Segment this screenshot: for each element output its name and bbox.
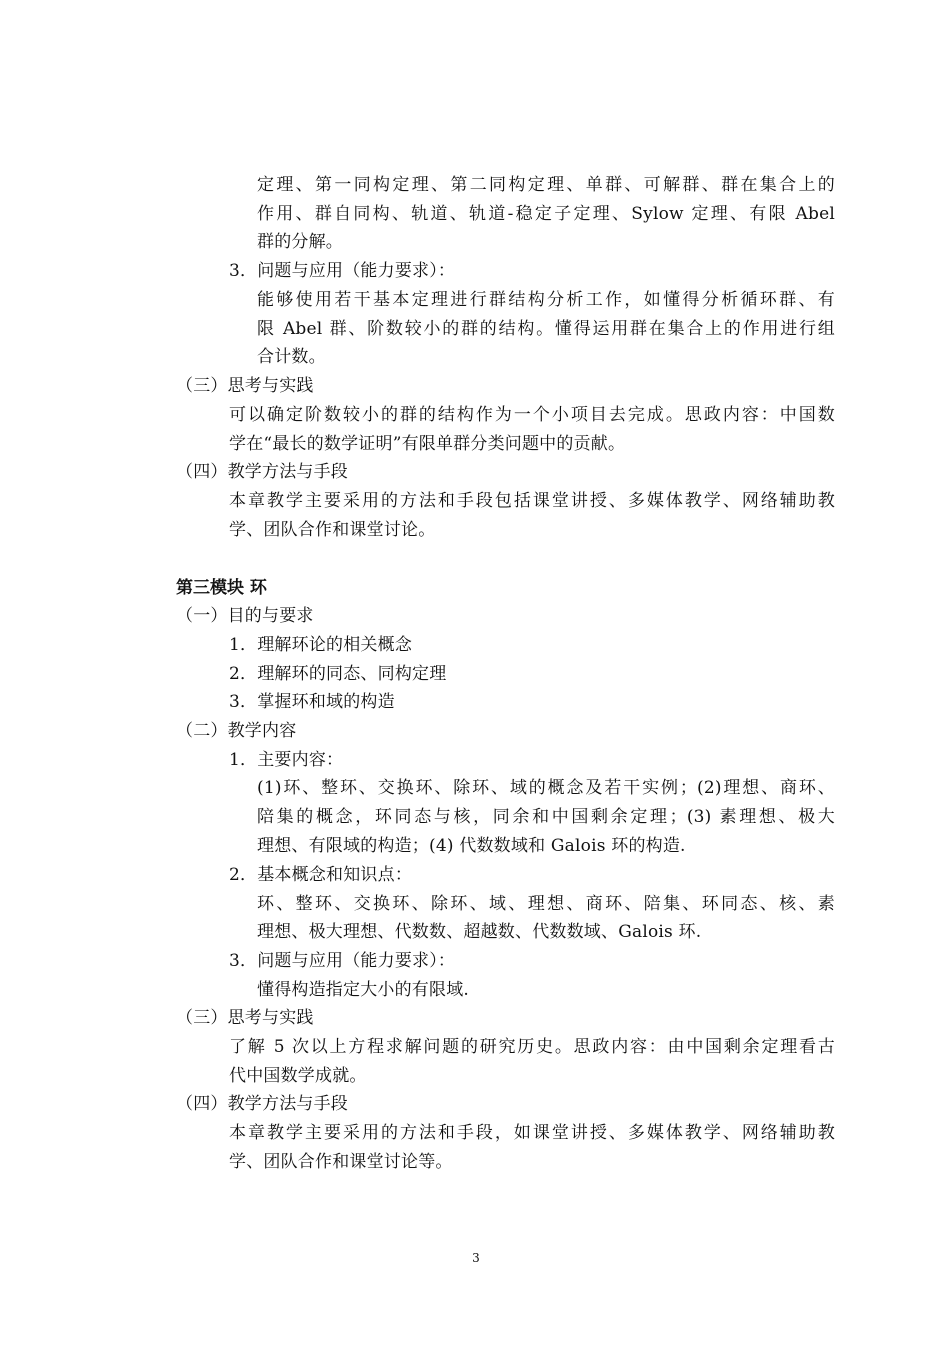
module2-item3-line-3: 合计数。 xyxy=(257,347,326,367)
module3-item2-line-2: 理想、极大理想、代数数、超越数、代数数域、Galois 环. xyxy=(257,922,702,942)
module3-heading: 第三模块 环 xyxy=(176,578,267,598)
module3-section3-line-2: 代中国数学成就。 xyxy=(229,1066,367,1086)
module2-item3-line-1: 能够使用若干基本定理进行群结构分析工作，如懂得分析循环群、有 xyxy=(257,290,835,310)
module2-content-line-3: 群的分解。 xyxy=(257,232,343,252)
module2-section3-line-2: 学在“最长的数学证明”有限单群分类问题中的贡献。 xyxy=(229,434,626,454)
module3-item2-title: 2．基本概念和知识点： xyxy=(229,865,413,885)
module3-item3-title: 3．问题与应用（能力要求）： xyxy=(229,951,456,971)
module3-item1-line-2: 陪集的概念，环同态与核，同余和中国剩余定理；(3) 素理想、极大 xyxy=(257,807,835,827)
module2-section4-line-2: 学、团队合作和课堂讨论。 xyxy=(229,520,436,540)
module2-section4-title: （四）教学方法与手段 xyxy=(176,462,348,482)
module2-section4-line-1: 本章教学主要采用的方法和手段包括课堂讲授、多媒体教学、网络辅助教 xyxy=(229,491,835,511)
module3-section4-line-1: 本章教学主要采用的方法和手段，如课堂讲授、多媒体教学、网络辅助教 xyxy=(229,1123,835,1143)
page-number: 3 xyxy=(472,1251,480,1265)
module2-section3-line-1: 可以确定阶数较小的群的结构作为一个小项目去完成。思政内容：中国数 xyxy=(229,405,835,425)
module3-section1-item-1: 1．理解环论的相关概念 xyxy=(229,635,413,655)
module2-content-line-1: 定理、第一同构定理、第二同构定理、单群、可解群、群在集合上的 xyxy=(257,175,835,195)
module3-section1-item-2: 2．理解环的同态、同构定理 xyxy=(229,664,447,684)
module3-section3-line-1: 了解 5 次以上方程求解问题的研究历史。思政内容：由中国剩余定理看古 xyxy=(229,1037,835,1057)
module3-section1-item-3: 3．掌握环和域的构造 xyxy=(229,692,395,712)
module3-section1-title: （一）目的与要求 xyxy=(176,606,314,626)
module3-item3-line-1: 懂得构造指定大小的有限域. xyxy=(257,980,470,1000)
module3-section2-title: （二）教学内容 xyxy=(176,721,297,741)
module3-item1-line-3: 理想、有限域的构造；(4) 代数数域和 Galois 环的构造. xyxy=(257,836,686,856)
module2-content-line-2: 作用、群自同构、轨道、轨道-稳定子定理、Sylow 定理、有限 Abel xyxy=(257,204,835,224)
module3-section4-line-2: 学、团队合作和课堂讨论等。 xyxy=(229,1152,453,1172)
module2-item3-title: 3．问题与应用（能力要求）： xyxy=(229,261,456,281)
module3-section4-title: （四）教学方法与手段 xyxy=(176,1094,348,1114)
module2-item3-line-2: 限 Abel 群、阶数较小的群的结构。懂得运用群在集合上的作用进行组 xyxy=(257,319,835,339)
module3-item1-line-1: (1)环、整环、交换环、除环、域的概念及若干实例；(2)理想、商环、 xyxy=(257,778,835,798)
module3-item2-line-1: 环、整环、交换环、除环、域、理想、商环、陪集、环同态、核、素 xyxy=(257,894,835,914)
module2-section3-title: （三）思考与实践 xyxy=(176,376,314,396)
module3-item1-title: 1．主要内容： xyxy=(229,750,344,770)
module3-section3-title: （三）思考与实践 xyxy=(176,1008,314,1028)
